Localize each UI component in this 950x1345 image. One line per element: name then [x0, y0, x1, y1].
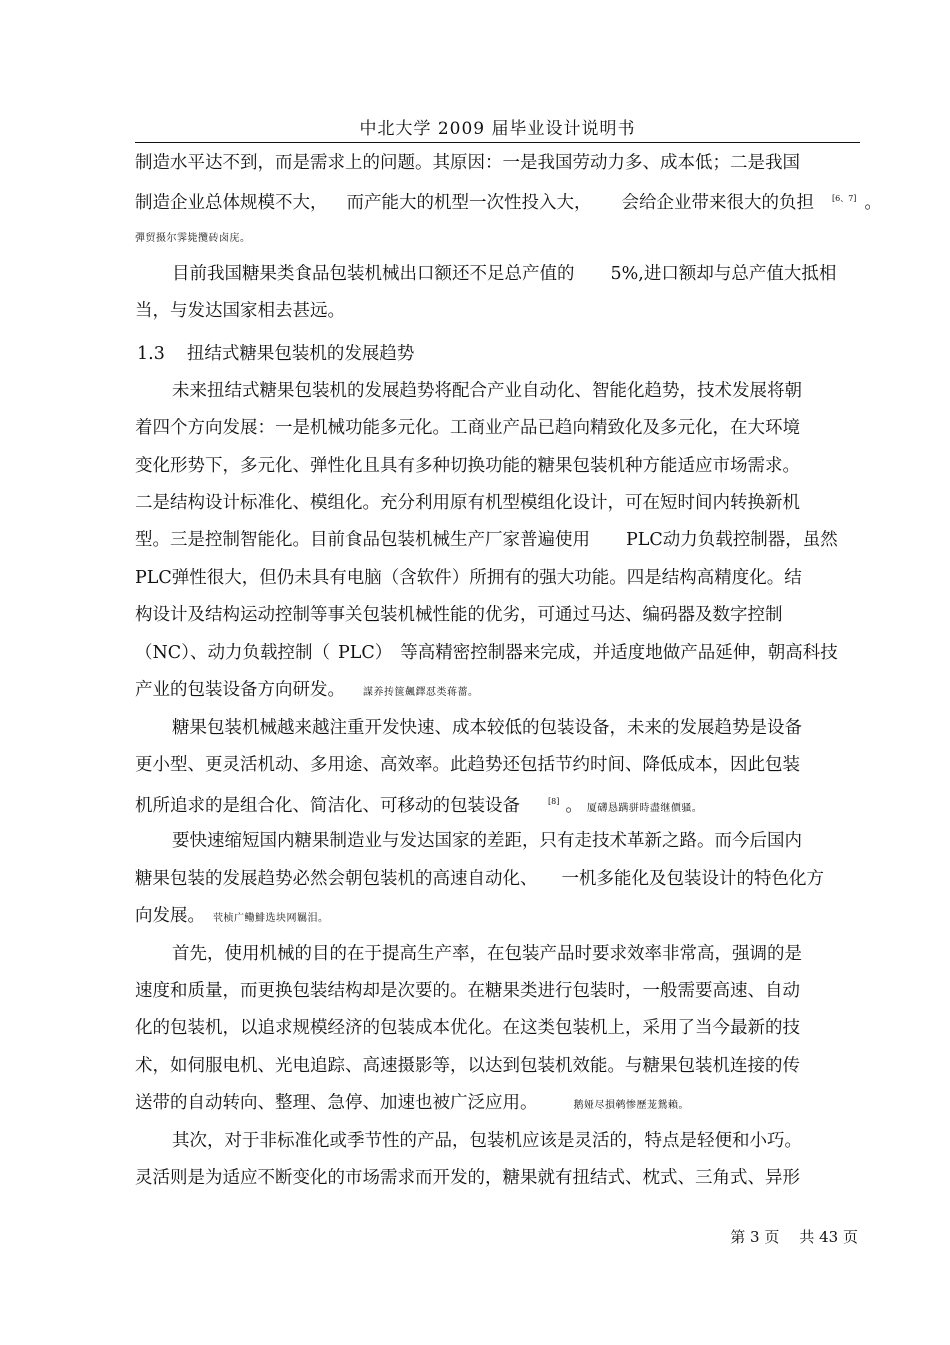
text-line: 其次，对于非标准化或季节性的产品，包装机应该是灵活的，特点是轻便和小巧。 — [172, 1131, 802, 1151]
text-segment: 型。三是控制智能化。目前食品包装机械生产厂家普遍使用 — [135, 530, 590, 550]
text-line — [135, 904, 329, 931]
text-line: 未来扭结式糖果包装机的发展趋势将配合产业自动化、智能化趋势，技术发展将朝 — [172, 381, 802, 401]
garbled-note: 謀养抟箧飆鐸怼类蒋薔。 — [363, 687, 479, 698]
text-segment: 。 — [864, 192, 882, 213]
text-segment: PLC） — [337, 643, 393, 663]
text-line — [135, 187, 882, 215]
citation-ref: [8] — [548, 797, 560, 806]
section-number: 1.3 — [137, 344, 165, 364]
text-line — [135, 1091, 689, 1118]
text-line: PLC弹性很大，但仍未具有电脑（含软件）所拥有的强大功能。四是结构高精度化。结 — [135, 568, 802, 588]
text-line: 二是结构设计标准化、模组化。充分利用原有机型模组化设计，可在短时间内转换新机 — [135, 493, 800, 513]
text-line: 当，与发达国家相去甚远。 — [135, 301, 345, 321]
text-line: 制造水平达不到，而是需求上的问题。其原因：一是我国劳动力多、成本低；二是我国 — [135, 153, 800, 173]
text-line — [135, 867, 824, 891]
text-line: 化的包装机，以追求规模经济的包装成本优化。在这类包装机上，采用了当今最新的技 — [135, 1018, 800, 1038]
text-segment: 向发展。 — [135, 906, 205, 926]
text-line: 灵活则是为适应不断变化的市场需求而开发的，糖果就有扭结式、枕式、三角式、异形 — [135, 1168, 800, 1188]
garbled-note: 茕桢广鳓鯡选块网羈泪。 — [213, 913, 329, 924]
text-segment: 目前我国糖果类食品包装机械出口额还不足总产值的 — [172, 264, 575, 284]
text-line: 首先，使用机械的目的在于提高生产率，在包装产品时要求效率非常高，强调的是 — [172, 944, 802, 964]
text-line: 速度和质量，而更换包装结构却是次要的。在糖果类进行包装时，一般需要高速、自动 — [135, 981, 800, 1001]
section-title: 扭结式糖果包装机的发展趋势 — [186, 344, 415, 364]
text-segment: 5%,进口额却与总产值大抵相 — [610, 264, 837, 284]
page-number: 第 3 页 — [730, 1228, 780, 1246]
text-line: 术，如伺服电机、光电追踪、高速摄影等，以达到包装机效能。与糖果包装机连接的传 — [135, 1056, 800, 1076]
garbled-note: 彈贸摄尔霁毙攬砖卤庑。 — [135, 233, 251, 244]
text-line — [135, 678, 479, 705]
text-segment: 糖果包装的发展趋势必然会朝包装机的高速自动化、 — [135, 869, 538, 889]
text-segment: PLC动力负载控制器，虽然 — [626, 530, 838, 550]
text-line: 糖果包装机械越来越注重开发快速、成本较低的包装设备，未来的发展趋势是设备 — [172, 718, 802, 738]
text-line: 着四个方向发展：一是机械功能多元化。工商业产品已趋向精致化及多元化，在大环境 — [135, 418, 800, 438]
page-total: 共 43 页 — [799, 1228, 858, 1246]
text-line: 要快速缩短国内糖果制造业与发达国家的差距，只有走技术革新之路。而今后国内 — [172, 831, 802, 851]
page-footer — [730, 1226, 858, 1247]
text-segment: 送带的自动转向、整理、急停、加速也被广泛应用。 — [135, 1093, 538, 1113]
text-segment: 会给企业带来很大的负担 — [621, 192, 814, 213]
text-segment: 而产能大的机型一次性投入大， — [346, 192, 592, 213]
text-line: 变化形势下，多元化、弹性化且具有多种切换功能的糖果包装机种方能适应市场需求。 — [135, 456, 800, 476]
text-line: 更小型、更灵活机动、多用途、高效率。此趋势还包括节约时间、降低成本，因此包装 — [135, 755, 800, 775]
garbled-note: 鹅娅尽損鹌惨歷茏鴛賴。 — [573, 1100, 689, 1111]
text-line: 构设计及结构运动控制等事关包装机械性能的优劣，可通过马达、编码器及数字控制 — [135, 605, 783, 625]
section-heading — [137, 342, 414, 366]
text-segment: 等高精密控制器来完成，并适度地做产品延伸，朝高科技 — [400, 643, 838, 663]
text-line — [135, 641, 838, 665]
text-line — [135, 528, 838, 552]
text-segment: （NC）、动力负载控制（ — [135, 643, 330, 663]
page-header-title: 中北大学 2009 届毕业设计说明书 — [359, 119, 636, 139]
text-segment: 机所追求的是组合化、简洁化、可移动的包装设备 — [135, 795, 520, 816]
text-segment: 产业的包装设备方向研发。 — [135, 680, 345, 700]
citation-ref: [6、7] — [832, 194, 857, 203]
header-divider — [135, 142, 860, 143]
text-line — [172, 262, 836, 286]
text-segment: 制造企业总体规模不大， — [135, 192, 328, 213]
garbled-note: 厦礴恳蹒骈時盡继價骚。 — [586, 802, 703, 814]
text-segment: 一机多能化及包装设计的特色化方 — [561, 869, 824, 889]
text-segment: 。 — [565, 795, 583, 816]
text-line — [135, 790, 702, 821]
